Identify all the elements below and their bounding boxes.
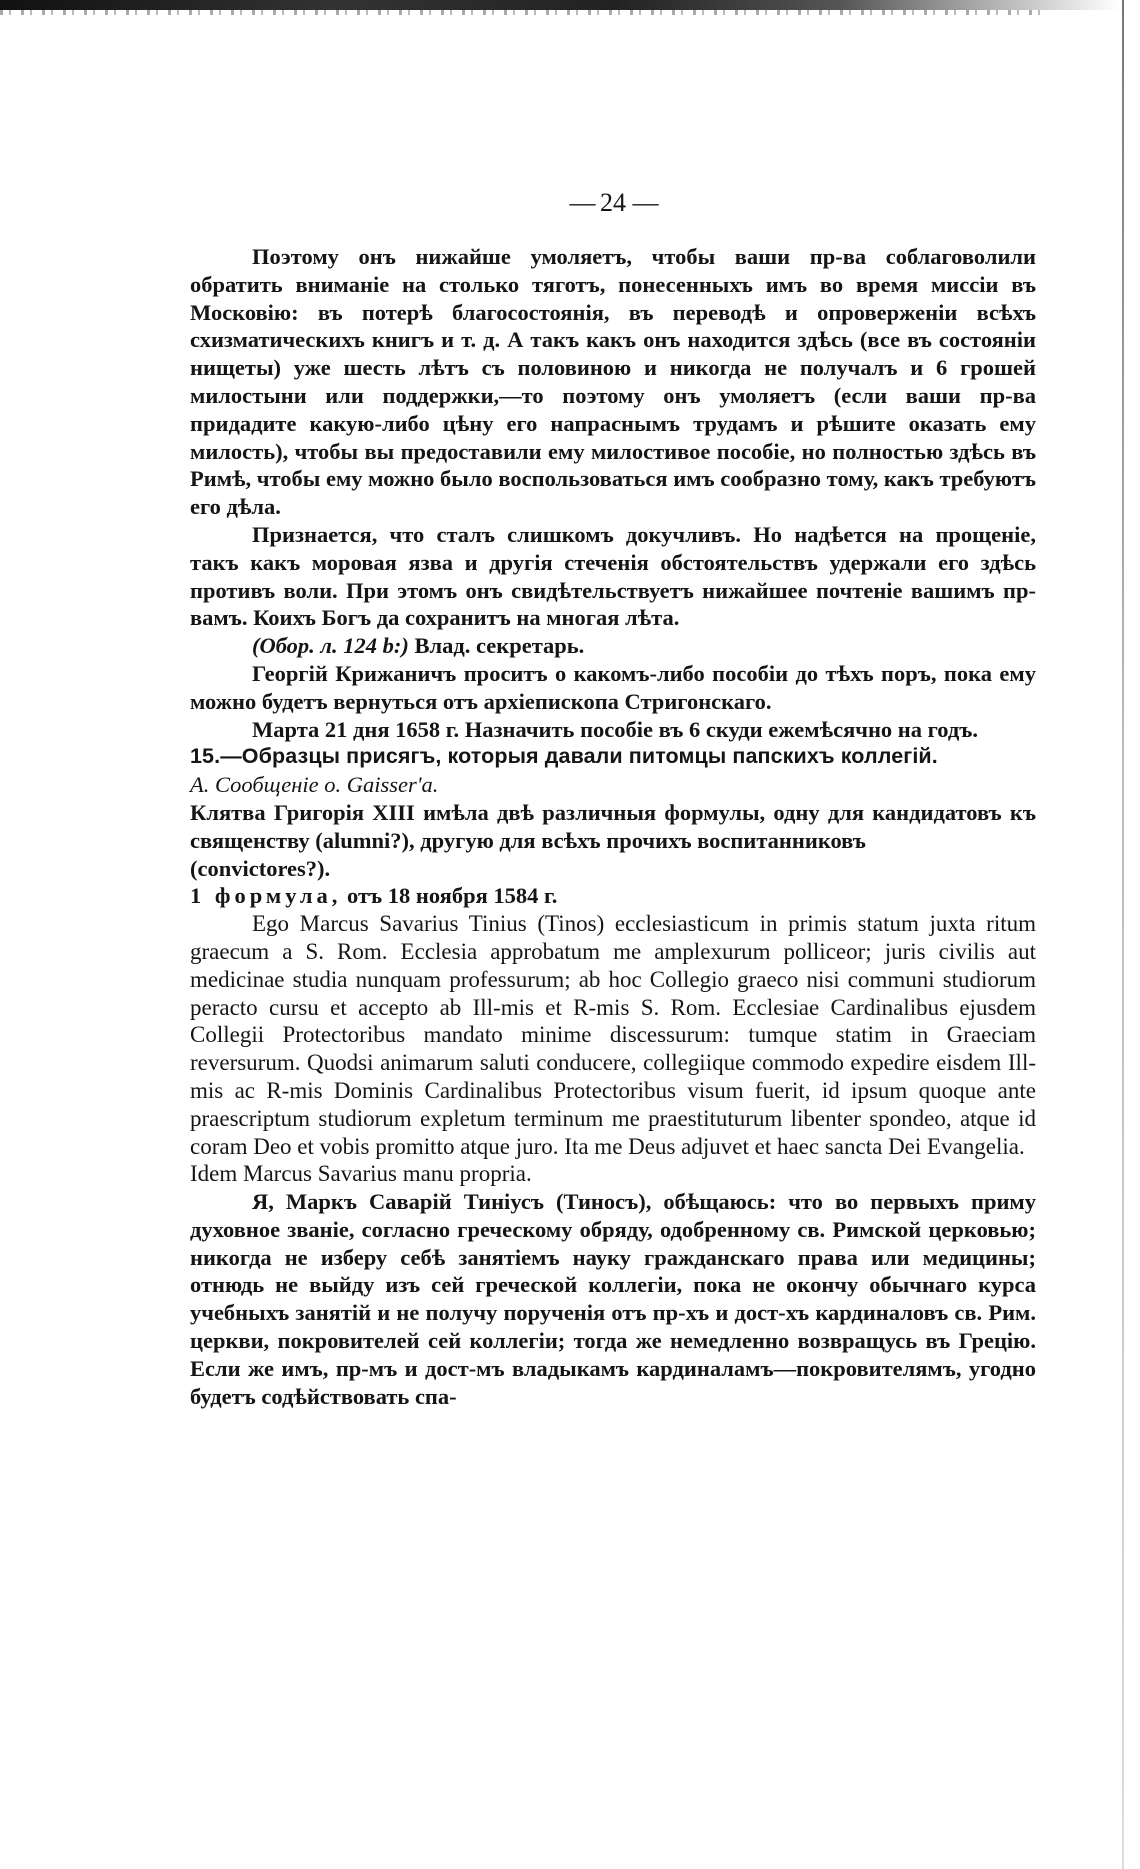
document-page — [190, 0, 1036, 1869]
scan-edge-right — [1122, 0, 1124, 1869]
section-heading: 15.—Образцы присягъ, которыя давали питомцы папскихъ коллегій. — [190, 744, 938, 769]
paragraph-decision: Марта 21 дня 1658 г. Назначить пособіе въ 6 скуди ежемѣсячно на годъ. — [252, 716, 978, 742]
latin-signature: Idem Marcus Savarius manu propria. — [190, 1161, 532, 1187]
page-number: — 24 — — [569, 188, 659, 217]
formula-label: 1 формула, — [190, 883, 342, 909]
secretary-signature: Влад. секретарь. — [414, 633, 585, 659]
latin-oath: Ego Marcus Savarius Tinius (Tinos) ecclesiasticum in primis statum juxta ritum graecum a S. Rom. Ecclesia approbatum me amplexurum polliceor; juris civilis aut medicinae studia nunquam professurum; ab hoc Collegio graeco nisi communi studiorum peracto cursu et accepto ab Ill-mis et R-mis S. Rom. Ecclesiae Cardinalibus ejusdem Collegii Protectoribus mandato minime discessurum: tumque statim in Graeciam reversurum. Quodsi animarum saluti conducere, collegiique commodo expedire eisdem Ill-mis ac R-mis Dominis Cardinalibus Protectoribus visum fuerit, id ipsum quoque ante praescriptum studiorum expletum terminum me praestituturum libenter spondeo, atque id coram Deo et vobis promitto atque juro. Ita me Deus adjuvet et haec sancta Dei Evangelia. — [190, 911, 1036, 1159]
russian-oath: Я, Маркъ Саварій Тиніусъ (Тиносъ), обѣщаюсь: что во первыхъ приму духовное званіе, согласно греческому обряду, одобренному св. Римской церковью; никогда не изберу себѣ занятіемъ науку гражданскаго права или медицины; отнюдь не выйду изъ сей греческой коллегіи, пока не окончу обычнаго курса учебныхъ занятій и не получу порученія отъ пр-хъ и дост-хъ кардиналовъ св. Рим. церкви, покровителей сей коллегіи; тогда же немедленно возвращусь въ Грецію. Если же имъ, пр-мъ и дост-мъ владыкамъ кардиналамъ—покровителямъ, угодно будетъ содѣйствовать спа- — [190, 1189, 1036, 1409]
page-body — [190, 243, 1036, 1410]
formula-date: отъ 18 ноября 1584 г. — [347, 883, 558, 909]
paragraph-folio-reference — [190, 632, 1036, 660]
paragraph-request: Георгій Крижаничъ проситъ о какомъ-либо пособіи до тѣхъ поръ, пока ему можно будетъ вернуться отъ архіепископа Стригонскаго. — [190, 660, 1036, 714]
folio-reference: (Обор. л. 124 b:) — [252, 633, 409, 659]
formula-heading — [190, 882, 1036, 910]
paragraph-intro: Клятва Григорія XIII имѣла двѣ различныя формулы, одну для кандидатовъ къ священству (alumni?), другую для всѣхъ прочихъ воспитанниковъ — [190, 799, 1036, 853]
paragraph-apology: Признается, что сталъ слишкомъ докучливъ. Но надѣется на прощеніе, такъ какъ моровая язва и другія стеченія обстоятельствъ удержали его здѣсь противъ воли. При этомъ онъ свидѣтельствуетъ нижайшее почтеніе вашимъ пр-вамъ. Коихъ Богъ да сохранитъ на многая лѣта. — [190, 521, 1036, 631]
sub-heading: А. Сообщеніе о. Gaisser'а. — [190, 772, 439, 798]
paragraph-petition: Поэтому онъ нижайше умоляетъ, чтобы ваши пр-ва соблаговолили обратить вниманіе на столько тяготъ, понесенныхъ имъ во время миссіи въ Московію: въ потерѣ благосостоянія, въ переводѣ и опроверженіи всѣхъ схизматическихъ книгъ и т. д. А такъ какъ онъ находится здѣсь (все въ состояніи нищеты) уже шесть лѣтъ съ половиною и никогда не получалъ и 6 грошей милостыни или поддержки,—то поэтому онъ умоляетъ (если ваши пр-ва придадите какую-либо цѣну его напраснымъ трудамъ и рѣшите оказать ему милость), чтобы вы предоставили ему милостивое пособіе, но полностью здѣсь въ Римѣ, чтобы ему можно было воспользоваться имъ сообразно тому, какъ требуютъ его дѣла. — [190, 244, 1036, 520]
intro-ending: (convictores?). — [190, 855, 331, 881]
